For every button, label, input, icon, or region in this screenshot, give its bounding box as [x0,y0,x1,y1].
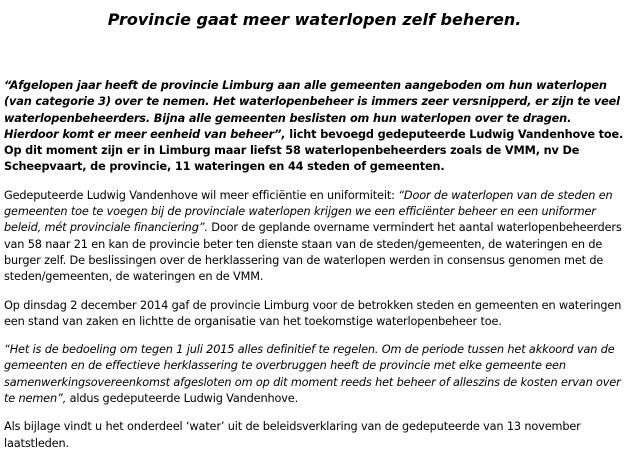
timeline-rest: aldus gedeputeerde Ludwig Vandenhove. [66,392,299,406]
paragraph-attachment: Als bijlage vindt u het onderdeel ‘water’ uit de beleidsverklaring van de gedeputeerde van 13 november laatstleden. [4,420,581,450]
paragraph-meeting: Op dinsdag 2 december 2014 gaf de provincie Limburg voor de betrokken steden en gemeenten en wateringen een stand van zaken en lichtte de organisatie van het toekomstige waterlopenbeheer toe. [4,298,622,328]
efficiency-quote: “Door de waterlopen van de steden en gemeenten toe te voegen bij de provinciale waterlopen krijgen we een efficiënter beheer en een uniformer beleid, mét provinciale financiering”. [4,188,613,235]
document-title: Provincie gaat meer waterlopen zelf beheren. [107,10,522,29]
efficiency-lead: Gedeputeerde Ludwig Vandenhove wil meer efficiëntie en uniformiteit: [4,188,399,202]
intro-rest: licht bevoegd gedeputeerde Ludwig Vandenhove toe. Op dit moment zijn er in Limburg maar liefst 58 waterlopenbeheerders zoals de VMM, nv De Scheepvaart, de provincie, 11 wateringen en 44 steden of gemeenten. [4,127,624,174]
paragraph-efficiency [4,188,625,286]
paragraph-timeline [4,342,625,407]
timeline-quote: “Het is de bedoeling om tegen 1 juli 2015 alles definitief te regelen. Om de periode tussen het akkoord van de gemeenten en de effectieve herklassering te overbruggen heeft de provincie met elke gemeente een samenwerkingsovereenkomst afgesloten om op dit moment reeds het beheer of alleszins de kosten ervan over te nemen”, [4,343,621,406]
intro-quote: “Afgelopen jaar heeft de provincie Limburg aan alle gemeenten aangeboden om hun waterlopen (van categorie 3) over te nemen. Het waterlopenbeheer is immers zeer versnipperd, er zijn te veel waterlopenbeheerders. Bijna alle gemeenten beslisten om hun waterlopen over te dragen. Hierdoor komt er meer eenheid van beheer”, [4,79,620,141]
efficiency-rest: Door de geplande overname vermindert het aantal waterlopenbeheerders van 58 naar 21 en kan de provincie beter ten dienste staan van de steden/gemeenten, de wateringen en de burger zelf. De beslissingen over de herklassering van de waterlopen werden in consensus genomen met de steden/gemeenten, de wateringen en de VMM. [4,221,622,284]
paragraph-intro [4,78,625,176]
